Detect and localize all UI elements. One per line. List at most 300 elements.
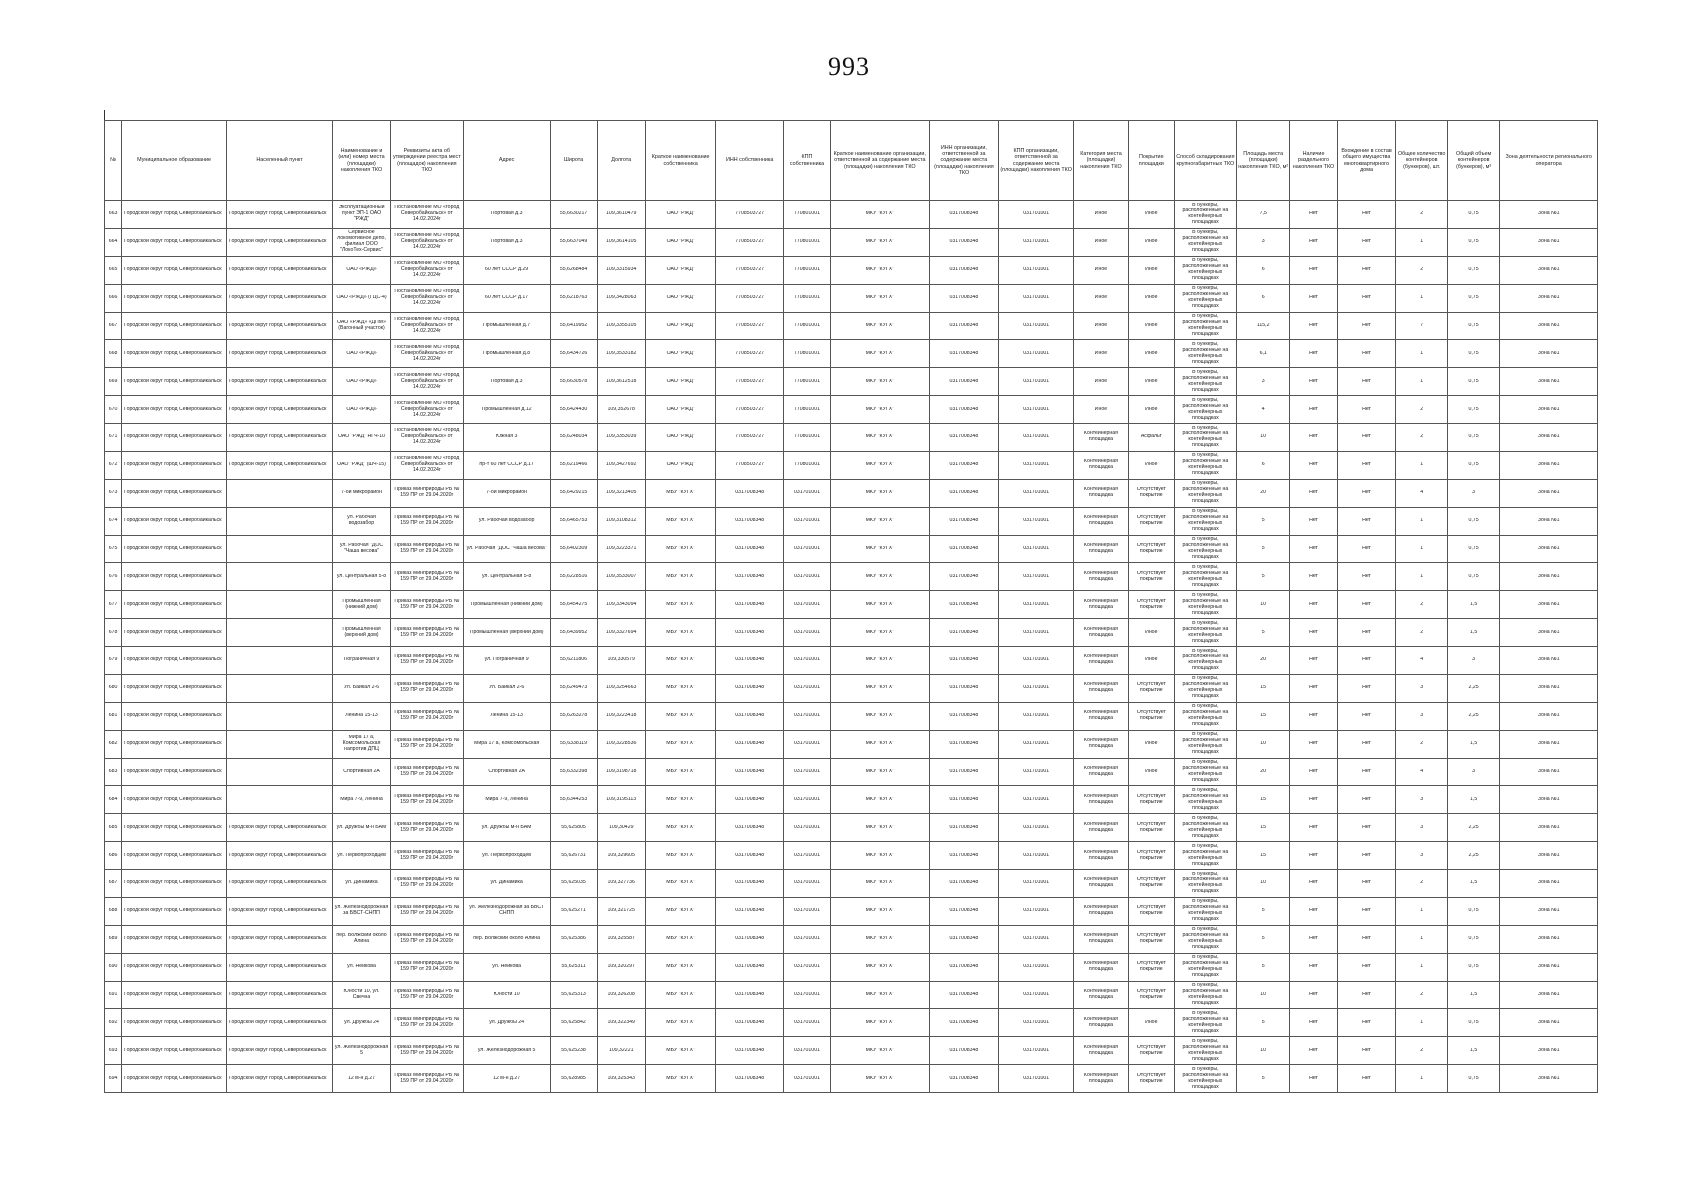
table-cell <box>1074 368 1129 396</box>
table-cell <box>122 368 227 396</box>
cell-text: Отсутствует покрытие <box>1136 821 1166 833</box>
cell-text: В бункеры, расположенные на контейнерных площадках <box>1182 537 1229 560</box>
table-cell <box>929 201 999 229</box>
table-cell <box>550 396 597 424</box>
table-cell <box>645 284 716 312</box>
cell-text: 5 <box>1261 1019 1265 1025</box>
table-cell <box>1128 256 1174 284</box>
table-cell <box>831 256 930 284</box>
cell-text: Иное <box>1094 406 1108 412</box>
table-cell <box>333 953 391 981</box>
table-cell <box>1447 256 1499 284</box>
cell-text: В бункеры, расположенные на контейнерных площадках <box>1182 564 1229 588</box>
table-cell <box>390 201 463 229</box>
table-cell <box>929 647 999 675</box>
cell-text: 031701001 <box>1023 991 1050 997</box>
cell-text: 109,3213405 <box>606 490 637 496</box>
table-cell <box>716 340 783 368</box>
cell-text: ул. Рабочая "ДОС "Чаша весова" <box>466 545 547 551</box>
cell-text: 682 <box>108 741 118 747</box>
table-cell <box>597 312 645 340</box>
table-cell <box>1128 647 1174 675</box>
table-cell <box>105 702 122 730</box>
table-cell <box>1290 340 1337 368</box>
table-cell <box>1337 814 1396 842</box>
table-cell <box>1174 981 1236 1009</box>
table-cell <box>390 786 463 814</box>
table-cell <box>597 758 645 786</box>
cell-text: Зона №1 <box>1537 350 1560 356</box>
cell-text: В бункеры, расположенные на контейнерных площадках <box>1182 899 1229 923</box>
cell-text: ул. Железнодорожная за БВСТ СНПП <box>469 905 545 917</box>
table-cell <box>1074 981 1129 1009</box>
cell-text: 7708503727 <box>735 350 765 356</box>
table-cell <box>1128 591 1174 619</box>
table-cell <box>929 228 999 256</box>
cell-text: Городской округ город Северобайкальск <box>229 322 327 328</box>
cell-text: 0317008348 <box>949 601 979 607</box>
table-cell <box>716 842 783 870</box>
cell-text: 770801001 <box>794 267 820 273</box>
table-cell <box>783 201 830 229</box>
cell-text: МКУ "КУГХ" <box>865 490 895 496</box>
cell-text: Приказ Минприроды РБ № 159 ПР от 29.04.2020г <box>394 933 460 945</box>
cell-text: Иное <box>1094 350 1108 356</box>
table-cell <box>929 1065 999 1093</box>
cell-text: ул. Первопроходцев <box>337 852 386 858</box>
cell-text: Мира 17 а, Комсомольская <box>474 741 540 747</box>
cell-text: 55,6332398 <box>559 768 588 774</box>
table-cell <box>333 396 391 424</box>
cell-text: 663 <box>108 211 118 217</box>
table-cell <box>1174 312 1236 340</box>
table-cell <box>390 1037 463 1065</box>
table-cell <box>463 981 550 1009</box>
table-cell <box>716 1037 783 1065</box>
table-cell <box>227 814 333 842</box>
table-cell <box>1236 897 1290 925</box>
table-cell <box>1236 284 1290 312</box>
table-cell <box>645 925 716 953</box>
cell-text: 031701001 <box>794 1047 820 1053</box>
cell-text: 109,3223418 <box>606 713 637 719</box>
table-cell <box>390 953 463 981</box>
table-cell <box>1500 591 1598 619</box>
cell-text: 0317008348 <box>735 908 765 914</box>
cell-text: 031701001 <box>794 964 820 970</box>
table-cell <box>716 702 783 730</box>
cell-text: 2,25 <box>1468 852 1479 858</box>
table-cell <box>463 647 550 675</box>
cell-text: В бункеры, расположенные на контейнерных площадках <box>1182 843 1229 867</box>
cell-text: МБУ "КУГХ" <box>666 685 695 691</box>
cell-text: 031701001 <box>794 936 820 942</box>
cell-text: 0,75 <box>1468 350 1479 356</box>
cell-text: 0317008348 <box>949 936 979 942</box>
table-cell <box>390 814 463 842</box>
cell-text: 7708503727 <box>735 406 765 412</box>
column-header: Покрытие площадки <box>1128 121 1174 201</box>
cell-text: Отсутствует покрытие <box>1136 710 1166 722</box>
cell-text: 6 <box>1261 267 1265 273</box>
cell-text: 031701001 <box>1023 657 1050 663</box>
table-row <box>105 340 1598 368</box>
cell-text: В бункеры, расположенные на контейнерных площадках <box>1182 704 1229 728</box>
cell-text: 109,3428063 <box>606 295 637 301</box>
table-cell <box>105 953 122 981</box>
table-cell <box>645 647 716 675</box>
cell-text: 3 <box>1420 713 1424 719</box>
table-cell <box>831 284 930 312</box>
table-cell <box>1074 591 1129 619</box>
cell-text: МКУ "КУГХ" <box>865 741 895 747</box>
cell-text: 1,5 <box>1470 991 1478 997</box>
table-cell <box>1128 981 1174 1009</box>
table-cell <box>716 563 783 591</box>
cell-text: 0,75 <box>1468 545 1479 551</box>
table-cell <box>783 730 830 758</box>
cell-text: 55,625311 <box>561 964 586 970</box>
table-cell <box>333 925 391 953</box>
cell-text: МБУ "КУГХ" <box>666 1047 695 1053</box>
table-cell <box>1447 312 1499 340</box>
cell-text: ОАО "РЖД" <box>666 211 695 217</box>
table-cell <box>999 814 1074 842</box>
cell-text: 0317008348 <box>735 713 765 719</box>
cell-text: МКУ "КУГХ" <box>865 573 895 579</box>
table-cell <box>831 507 930 535</box>
table-cell <box>1447 647 1499 675</box>
table-cell <box>929 925 999 953</box>
cell-text: МКУ "КУГХ" <box>865 211 895 217</box>
table-cell <box>1236 1037 1290 1065</box>
table-row <box>105 451 1598 479</box>
cell-text: 7708503727 <box>735 239 765 245</box>
cell-text: Городской округ город Северобайкальск <box>124 796 222 802</box>
table-cell <box>1290 1009 1337 1037</box>
table-cell <box>999 786 1074 814</box>
table-cell <box>1290 786 1337 814</box>
table-cell <box>390 256 463 284</box>
cell-text: 031701001 <box>794 657 820 663</box>
table-cell <box>645 619 716 647</box>
table-cell <box>1074 925 1129 953</box>
table-cell <box>390 284 463 312</box>
cell-text: 7 <box>1420 322 1424 328</box>
cell-text: 031701001 <box>1023 601 1050 607</box>
table-cell <box>1396 1065 1447 1093</box>
cell-text: Иное <box>1145 657 1158 663</box>
table-cell <box>1500 842 1598 870</box>
table-cell <box>1128 897 1174 925</box>
table-cell <box>1128 674 1174 702</box>
cell-text: Нет <box>1309 964 1318 970</box>
table-cell <box>390 702 463 730</box>
cell-text: 2,25 <box>1468 824 1479 830</box>
table-cell <box>999 842 1074 870</box>
cell-text: Нет <box>1309 518 1318 524</box>
column-header: Реквизиты акта об утверждении реестра мест (площадок) накопления ТКО <box>390 121 463 201</box>
table-cell <box>929 368 999 396</box>
table-cell <box>597 953 645 981</box>
table-cell <box>597 591 645 619</box>
cell-text: 5 <box>1261 908 1265 914</box>
table-cell <box>463 396 550 424</box>
table-cell <box>550 814 597 842</box>
cell-text: Нет <box>1362 741 1371 747</box>
cell-text: 1 <box>1420 936 1424 942</box>
cell-text: Городской округ город Северобайкальск <box>229 295 327 301</box>
cell-text: МКУ "КУГХ" <box>865 908 895 914</box>
table-cell <box>122 647 227 675</box>
table-cell <box>645 479 716 507</box>
cell-text: В бункеры, расположенные на контейнерных площадках <box>1182 314 1229 337</box>
table-cell <box>1128 368 1174 396</box>
cell-text: ул. Рабочая "ДОС "Чаша весова" <box>339 542 384 554</box>
table-cell <box>122 396 227 424</box>
table-row <box>105 870 1598 898</box>
cell-text: 7708503727 <box>735 378 765 384</box>
table-cell <box>929 312 999 340</box>
table-cell <box>390 368 463 396</box>
table-cell <box>463 451 550 479</box>
table-cell <box>1174 953 1236 981</box>
table-cell <box>1174 730 1236 758</box>
table-cell <box>1290 870 1337 898</box>
cell-text: 2 <box>1420 1047 1424 1053</box>
table-row <box>105 1009 1598 1037</box>
table-cell <box>783 256 830 284</box>
table-cell <box>1074 201 1129 229</box>
cell-text: 55,6630217 <box>559 211 588 217</box>
table-cell <box>1074 814 1129 842</box>
cell-text: 6 <box>1261 295 1265 301</box>
table-cell <box>783 340 830 368</box>
table-cell <box>1174 647 1236 675</box>
table-cell <box>1396 730 1447 758</box>
table-cell <box>463 507 550 535</box>
cell-text: 031701001 <box>1023 824 1050 830</box>
table-cell <box>105 340 122 368</box>
table-cell <box>597 925 645 953</box>
cell-text: Приказ Минприроды РБ № 159 ПР от 29.04.2020г <box>394 738 460 750</box>
cell-text: ОАО "РЖД" <box>666 239 695 245</box>
cell-text: Портовая д.3 <box>490 239 523 245</box>
table-cell <box>645 1009 716 1037</box>
cell-text: Нет <box>1309 406 1318 412</box>
cell-text: В бункеры, расположенные на контейнерных площадках <box>1182 620 1229 644</box>
table-cell <box>105 674 122 702</box>
table-cell <box>1174 479 1236 507</box>
cell-text: 0317008348 <box>949 322 979 328</box>
cell-text: В бункеры, расположенные на контейнерных площадках <box>1182 983 1229 1006</box>
table-cell <box>1290 758 1337 786</box>
cell-text: 1 <box>1420 1019 1424 1025</box>
cell-text: Промышленная д.7 <box>483 322 531 328</box>
cell-text: Нет <box>1309 350 1318 356</box>
cell-text: 109,322349 <box>607 1019 635 1025</box>
column-header: Наличие раздельного накопления ТКО <box>1290 121 1337 201</box>
table-cell <box>333 201 391 229</box>
cell-text: 109,3533182 <box>606 350 637 356</box>
table-cell <box>1500 424 1598 452</box>
table-cell <box>716 814 783 842</box>
cell-text: 031701001 <box>794 629 820 635</box>
cell-text: Городской округ город Северобайкальск <box>124 1047 222 1053</box>
table-row <box>105 786 1598 814</box>
cell-text: 694 <box>108 1075 118 1081</box>
table-cell <box>550 897 597 925</box>
table-cell <box>1396 981 1447 1009</box>
table-cell <box>1290 981 1337 1009</box>
cell-text: Зона №1 <box>1537 406 1560 412</box>
table-cell <box>597 842 645 870</box>
cell-text: ОАО "РЖД" <box>666 406 695 412</box>
table-cell <box>831 786 930 814</box>
cell-text: 55,6338119 <box>560 741 588 747</box>
cell-text: ул. Нейкова <box>492 964 521 970</box>
table-cell <box>122 535 227 563</box>
cell-text: 0,75 <box>1468 518 1479 524</box>
cell-text: Городской округ город Северобайкальск <box>229 880 327 886</box>
table-cell <box>105 758 122 786</box>
cell-text: МКУ "КУГХ" <box>865 852 895 858</box>
table-cell <box>1174 396 1236 424</box>
cell-text: 685 <box>108 824 118 830</box>
cell-text: 1 <box>1420 964 1424 970</box>
table-cell <box>597 730 645 758</box>
table-cell <box>1447 451 1499 479</box>
table-cell <box>831 201 930 229</box>
table-cell <box>999 340 1074 368</box>
cell-text: 3 <box>1261 378 1265 384</box>
table-row <box>105 647 1598 675</box>
table-cell <box>1447 1009 1499 1037</box>
table-cell <box>390 619 463 647</box>
table-cell <box>929 674 999 702</box>
cell-text: 689 <box>108 936 118 942</box>
table-cell <box>1396 702 1447 730</box>
table-cell <box>1074 340 1129 368</box>
cell-text: МБУ "КУГХ" <box>666 991 695 997</box>
table-cell <box>105 814 122 842</box>
table-cell <box>227 479 333 507</box>
table-cell <box>1500 396 1598 424</box>
table-cell <box>1500 647 1598 675</box>
table-cell <box>929 591 999 619</box>
table-cell <box>645 953 716 981</box>
table-cell <box>1290 647 1337 675</box>
cell-text: В бункеры, расположенные на контейнерных площадках <box>1182 787 1229 811</box>
table-cell <box>783 897 830 925</box>
cell-text: В бункеры, расположенные на контейнерных площадках <box>1182 230 1229 254</box>
cell-text: 770801001 <box>794 462 820 468</box>
cell-text: Контейнерная площадка <box>1083 598 1118 610</box>
table-cell <box>597 786 645 814</box>
table-cell <box>831 925 930 953</box>
table-cell <box>1500 619 1598 647</box>
table-cell <box>1290 814 1337 842</box>
cell-text: 109,3610479 <box>606 211 637 217</box>
cell-text: 031701001 <box>1023 350 1050 356</box>
table-cell <box>597 1037 645 1065</box>
table-cell <box>1337 340 1396 368</box>
cell-text: 5 <box>1261 573 1265 579</box>
table-cell <box>783 563 830 591</box>
cell-text: 031701001 <box>1023 267 1050 273</box>
cell-text: МКУ "КУГХ" <box>865 378 895 384</box>
cell-text: 12 м-н д.27 <box>347 1075 376 1081</box>
table-cell <box>1337 1009 1396 1037</box>
table-cell <box>1074 702 1129 730</box>
cell-text: Нет <box>1309 880 1318 886</box>
table-cell <box>333 368 391 396</box>
table-row <box>105 563 1598 591</box>
table-cell <box>227 925 333 953</box>
table-cell <box>122 786 227 814</box>
table-cell <box>227 730 333 758</box>
table-cell <box>831 424 930 452</box>
cell-text: Иное <box>1145 350 1158 356</box>
cell-text: 109,3614105 <box>606 239 637 245</box>
table-left-rule <box>104 110 105 120</box>
table-cell <box>999 396 1074 424</box>
cell-text: 031701001 <box>1023 490 1050 496</box>
table-cell <box>1290 953 1337 981</box>
cell-text: Городской округ город Северобайкальск <box>124 1075 222 1081</box>
cell-text: Нет <box>1362 211 1371 217</box>
cell-text: Приказ Минприроды РБ № 159 ПР от 29.04.2020г <box>394 877 460 889</box>
cell-text: ул. Железнодорожная 5 <box>334 1044 389 1056</box>
table-cell <box>1074 424 1129 452</box>
table-cell <box>105 925 122 953</box>
table-cell <box>1337 424 1396 452</box>
cell-text: 690 <box>108 964 118 970</box>
cell-text: 0317008348 <box>949 629 979 635</box>
table-cell <box>227 312 333 340</box>
cell-text: 109,30429 <box>608 824 634 830</box>
table-cell <box>645 591 716 619</box>
cell-text: 55,6637049 <box>559 239 588 245</box>
cell-text: 0317008348 <box>735 601 765 607</box>
cell-text: Зона №1 <box>1537 741 1560 747</box>
table-cell <box>333 647 391 675</box>
cell-text: Нет <box>1362 936 1371 942</box>
table-cell <box>1236 312 1290 340</box>
table-cell <box>227 340 333 368</box>
table-cell <box>1447 897 1499 925</box>
table-cell <box>390 507 463 535</box>
cell-text: 0317008348 <box>735 573 765 579</box>
cell-text: Нет <box>1309 1047 1318 1053</box>
cell-text: 031701001 <box>794 573 820 579</box>
table-cell <box>1174 870 1236 898</box>
table-cell <box>716 396 783 424</box>
table-cell <box>1174 451 1236 479</box>
cell-text: Контейнерная площадка <box>1083 570 1118 582</box>
table-cell <box>831 702 930 730</box>
cell-text: 109,3343094 <box>606 601 637 607</box>
table-cell <box>122 312 227 340</box>
cell-text: 686 <box>108 852 118 858</box>
table-cell <box>929 842 999 870</box>
cell-text: Постановление МО «город Северобайкальск» от 14.02.2024г <box>394 316 460 334</box>
cell-text: Отсутствует покрытие <box>1136 570 1166 582</box>
cell-text: 0317008348 <box>949 1075 979 1081</box>
cell-text: Иное <box>1145 267 1158 273</box>
cell-text: 55,6434726 <box>559 350 588 356</box>
cell-text: 0,75 <box>1468 295 1479 301</box>
